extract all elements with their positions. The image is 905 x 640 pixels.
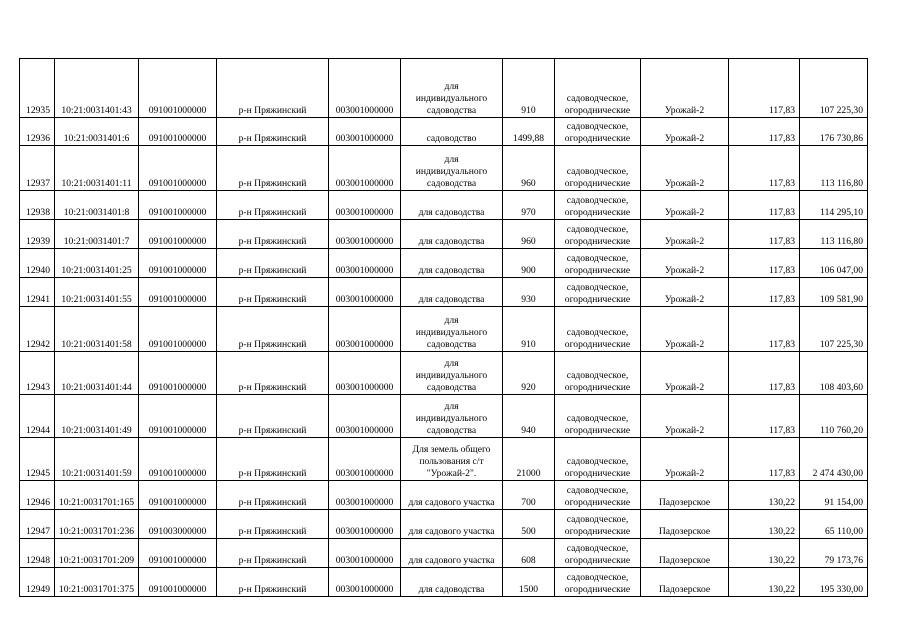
cell-num: 12941 <box>20 278 55 307</box>
cell-cadastral: 10:21:0031701:165 <box>55 481 139 510</box>
cell-rate: 117,83 <box>729 307 800 352</box>
table-row <box>20 146 868 191</box>
cell-purpose: для садоводства <box>401 191 503 220</box>
cell-code: 003001000000 <box>329 568 401 597</box>
cell-place: Урожай-2 <box>641 191 729 220</box>
cell-purpose: садоводство <box>401 118 503 146</box>
cell-district: р-н Пряжинский <box>217 352 329 395</box>
table-row <box>20 278 868 307</box>
table-row <box>20 481 868 510</box>
cell-num: 12947 <box>20 510 55 539</box>
cell-okato: 091001000000 <box>139 352 217 395</box>
cell-area: 1500 <box>503 568 555 597</box>
cell-purpose: для садового участка <box>401 481 503 510</box>
cell-area: 910 <box>503 59 555 118</box>
cell-place: Падозерское <box>641 568 729 597</box>
cell-code: 003001000000 <box>329 118 401 146</box>
cell-district: р-н Пряжинский <box>217 59 329 118</box>
cell-rate: 130,22 <box>729 481 800 510</box>
cell-rate: 117,83 <box>729 59 800 118</box>
cell-rate: 117,83 <box>729 438 800 481</box>
cell-cost: 114 295,10 <box>800 191 868 220</box>
cell-okato: 091001000000 <box>139 59 217 118</box>
cell-category: садоводческое, огороднические <box>555 278 641 307</box>
cell-place: Урожай-2 <box>641 249 729 278</box>
cell-district: р-н Пряжинский <box>217 539 329 568</box>
table-row <box>20 249 868 278</box>
cell-category: садоводческое, огороднические <box>555 307 641 352</box>
table-row <box>20 118 868 146</box>
land-parcel-table <box>19 58 868 597</box>
cell-code: 003001000000 <box>329 438 401 481</box>
cell-place: Урожай-2 <box>641 395 729 438</box>
cell-rate: 117,83 <box>729 220 800 249</box>
cell-okato: 091001000000 <box>139 278 217 307</box>
cell-purpose: для индивидуального садоводства <box>401 395 503 438</box>
cell-purpose: для индивидуального садоводства <box>401 307 503 352</box>
cell-cadastral: 10:21:0031401:58 <box>55 307 139 352</box>
cell-category: садоводческое, огороднические <box>555 438 641 481</box>
cell-district: р-н Пряжинский <box>217 191 329 220</box>
cell-cadastral: 10:21:0031401:55 <box>55 278 139 307</box>
cell-cost: 110 760,20 <box>800 395 868 438</box>
cell-district: р-н Пряжинский <box>217 481 329 510</box>
cell-cost: 65 110,00 <box>800 510 868 539</box>
cell-cost: 108 403,60 <box>800 352 868 395</box>
cell-place: Падозерское <box>641 510 729 539</box>
cell-code: 003001000000 <box>329 352 401 395</box>
cell-category: садоводческое, огороднические <box>555 59 641 118</box>
cell-cadastral: 10:21:0031401:44 <box>55 352 139 395</box>
cell-code: 003001000000 <box>329 481 401 510</box>
cell-cadastral: 10:21:0031401:8 <box>55 191 139 220</box>
cell-purpose: для садоводства <box>401 249 503 278</box>
cell-rate: 117,83 <box>729 395 800 438</box>
cell-cadastral: 10:21:0031701:236 <box>55 510 139 539</box>
cell-okato: 091001000000 <box>139 481 217 510</box>
cell-district: р-н Пряжинский <box>217 278 329 307</box>
cell-rate: 117,83 <box>729 191 800 220</box>
cell-district: р-н Пряжинский <box>217 438 329 481</box>
cell-purpose: для садового участка <box>401 539 503 568</box>
cell-rate: 117,83 <box>729 278 800 307</box>
cell-area: 900 <box>503 249 555 278</box>
cell-cadastral: 10:21:0031401:25 <box>55 249 139 278</box>
cell-okato: 091001000000 <box>139 568 217 597</box>
cell-num: 12936 <box>20 118 55 146</box>
table-row <box>20 568 868 597</box>
cell-area: 930 <box>503 278 555 307</box>
cell-cadastral: 10:21:0031401:59 <box>55 438 139 481</box>
cell-purpose: для индивидуального садоводства <box>401 352 503 395</box>
table-row <box>20 191 868 220</box>
cell-purpose: для индивидуального садоводства <box>401 146 503 191</box>
cell-rate: 117,83 <box>729 352 800 395</box>
cell-code: 003001000000 <box>329 307 401 352</box>
cell-cost: 2 474 430,00 <box>800 438 868 481</box>
cell-category: садоводческое, огороднические <box>555 539 641 568</box>
cell-num: 12943 <box>20 352 55 395</box>
cell-okato: 091001000000 <box>139 191 217 220</box>
cell-area: 700 <box>503 481 555 510</box>
cell-okato: 091001000000 <box>139 118 217 146</box>
cell-purpose: Для земель общего пользования с/т "Урожай-2". <box>401 438 503 481</box>
cell-okato: 091001000000 <box>139 438 217 481</box>
cell-purpose: для индивидуального садоводства <box>401 59 503 118</box>
cell-num: 12935 <box>20 59 55 118</box>
cell-rate: 117,83 <box>729 249 800 278</box>
cell-num: 12940 <box>20 249 55 278</box>
cell-place: Урожай-2 <box>641 118 729 146</box>
cell-code: 003001000000 <box>329 220 401 249</box>
cell-purpose: для садового участка <box>401 510 503 539</box>
cell-category: садоводческое, огороднические <box>555 220 641 249</box>
cell-category: садоводческое, огороднические <box>555 191 641 220</box>
cell-num: 12945 <box>20 438 55 481</box>
cell-code: 003001000000 <box>329 191 401 220</box>
cell-okato: 091001000000 <box>139 220 217 249</box>
cell-num: 12938 <box>20 191 55 220</box>
cell-category: садоводческое, огороднические <box>555 510 641 539</box>
cell-okato: 091001000000 <box>139 307 217 352</box>
cell-place: Падозерское <box>641 481 729 510</box>
cell-area: 940 <box>503 395 555 438</box>
cell-cadastral: 10:21:0031401:49 <box>55 395 139 438</box>
cell-place: Урожай-2 <box>641 352 729 395</box>
cell-code: 003001000000 <box>329 539 401 568</box>
cell-rate: 117,83 <box>729 146 800 191</box>
cell-code: 003001000000 <box>329 278 401 307</box>
cell-num: 12949 <box>20 568 55 597</box>
cell-area: 500 <box>503 510 555 539</box>
cell-code: 003001000000 <box>329 59 401 118</box>
cell-district: р-н Пряжинский <box>217 146 329 191</box>
cell-purpose: для садоводства <box>401 220 503 249</box>
cell-cadastral: 10:21:0031401:6 <box>55 118 139 146</box>
cell-category: садоводческое, огороднические <box>555 395 641 438</box>
cell-code: 003001000000 <box>329 510 401 539</box>
cell-cost: 91 154,00 <box>800 481 868 510</box>
cell-district: р-н Пряжинский <box>217 220 329 249</box>
cell-cadastral: 10:21:0031401:7 <box>55 220 139 249</box>
cell-category: садоводческое, огороднические <box>555 118 641 146</box>
cell-cost: 107 225,30 <box>800 59 868 118</box>
cell-cost: 113 116,80 <box>800 146 868 191</box>
cell-okato: 091001000000 <box>139 146 217 191</box>
cell-category: садоводческое, огороднические <box>555 352 641 395</box>
cell-num: 12942 <box>20 307 55 352</box>
cell-category: садоводческое, огороднические <box>555 249 641 278</box>
cell-num: 12948 <box>20 539 55 568</box>
cell-district: р-н Пряжинский <box>217 510 329 539</box>
cell-area: 21000 <box>503 438 555 481</box>
table-body <box>20 59 868 597</box>
cell-cadastral: 10:21:0031401:43 <box>55 59 139 118</box>
cell-rate: 130,22 <box>729 510 800 539</box>
cell-num: 12939 <box>20 220 55 249</box>
cell-category: садоводческое, огороднические <box>555 481 641 510</box>
cell-area: 1499,88 <box>503 118 555 146</box>
cell-district: р-н Пряжинский <box>217 307 329 352</box>
cell-num: 12944 <box>20 395 55 438</box>
cell-rate: 117,83 <box>729 118 800 146</box>
cell-place: Урожай-2 <box>641 278 729 307</box>
cell-place: Урожай-2 <box>641 438 729 481</box>
cell-cadastral: 10:21:0031401:11 <box>55 146 139 191</box>
cell-purpose: для садоводства <box>401 278 503 307</box>
cell-place: Урожай-2 <box>641 59 729 118</box>
table-row <box>20 510 868 539</box>
table-row <box>20 438 868 481</box>
cell-cost: 109 581,90 <box>800 278 868 307</box>
cell-district: р-н Пряжинский <box>217 568 329 597</box>
cell-place: Урожай-2 <box>641 220 729 249</box>
cell-purpose: для садоводства <box>401 568 503 597</box>
cell-area: 960 <box>503 146 555 191</box>
cell-place: Урожай-2 <box>641 146 729 191</box>
cell-okato: 091001000000 <box>139 395 217 438</box>
cell-code: 003001000000 <box>329 249 401 278</box>
cell-area: 920 <box>503 352 555 395</box>
cell-cadastral: 10:21:0031701:209 <box>55 539 139 568</box>
cell-cost: 113 116,80 <box>800 220 868 249</box>
cell-num: 12946 <box>20 481 55 510</box>
table-row <box>20 539 868 568</box>
cell-place: Падозерское <box>641 539 729 568</box>
cell-cost: 79 173,76 <box>800 539 868 568</box>
cell-category: садоводческое, огороднические <box>555 146 641 191</box>
cell-cost: 106 047,00 <box>800 249 868 278</box>
cell-rate: 130,22 <box>729 539 800 568</box>
cell-category: садоводческое, огороднические <box>555 568 641 597</box>
cell-okato: 091003000000 <box>139 510 217 539</box>
cell-cadastral: 10:21:0031701:375 <box>55 568 139 597</box>
cell-area: 960 <box>503 220 555 249</box>
table-row <box>20 307 868 352</box>
cell-area: 910 <box>503 307 555 352</box>
cell-cost: 107 225,30 <box>800 307 868 352</box>
cell-code: 003001000000 <box>329 146 401 191</box>
cell-place: Урожай-2 <box>641 307 729 352</box>
cell-area: 970 <box>503 191 555 220</box>
cell-district: р-н Пряжинский <box>217 395 329 438</box>
table-row <box>20 59 868 118</box>
cell-district: р-н Пряжинский <box>217 249 329 278</box>
cell-area: 608 <box>503 539 555 568</box>
table-row <box>20 352 868 395</box>
cell-okato: 091001000000 <box>139 539 217 568</box>
cell-code: 003001000000 <box>329 395 401 438</box>
cell-cost: 176 730,86 <box>800 118 868 146</box>
cell-cost: 195 330,00 <box>800 568 868 597</box>
cell-num: 12937 <box>20 146 55 191</box>
table-row <box>20 395 868 438</box>
cell-district: р-н Пряжинский <box>217 118 329 146</box>
table-row <box>20 220 868 249</box>
cell-okato: 091001000000 <box>139 249 217 278</box>
cell-rate: 130,22 <box>729 568 800 597</box>
